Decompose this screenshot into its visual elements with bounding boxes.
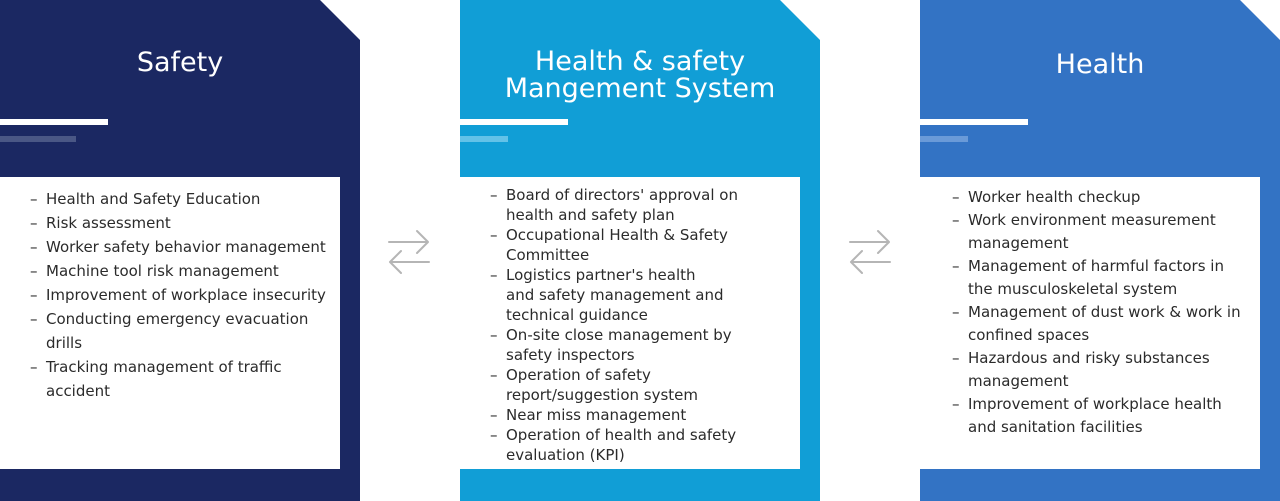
list-item-line: health and safety plan (506, 206, 675, 224)
list-item (952, 255, 1241, 301)
list-item-line: and sanitation facilities (968, 418, 1143, 436)
list-item (490, 225, 738, 265)
list-item (952, 301, 1241, 347)
list-item-line: – Health and Safety Education (46, 190, 261, 208)
list-item (490, 325, 738, 365)
list-item-line: – Tracking management of traffic (46, 358, 282, 376)
list-item-line: – Operation of safety (506, 366, 651, 384)
safety-list-box (0, 177, 340, 469)
health-title: Health (1055, 49, 1145, 80)
list-item (490, 405, 738, 425)
system-accent-bar-faint (460, 136, 508, 142)
bidirectional-arrow-icon (848, 226, 892, 278)
health-accent-bar (920, 119, 1028, 125)
safety-card (0, 0, 360, 501)
list-item (30, 307, 326, 355)
safety-list (30, 187, 326, 403)
list-item (490, 265, 738, 325)
list-item (30, 283, 326, 307)
system-title-line-2: Mangement System (504, 73, 776, 104)
health-card (920, 0, 1280, 501)
list-item-line: management (968, 372, 1069, 390)
system-title-line-1: Health & safety (534, 46, 746, 77)
list-item-line: accident (46, 382, 110, 400)
list-item-line: – Worker safety behavior management (46, 238, 326, 256)
safety-accent-bar-faint (0, 136, 76, 142)
list-item (30, 235, 326, 259)
list-item-line: – Near miss management (506, 406, 687, 424)
list-item (952, 186, 1241, 209)
health-list-box (920, 177, 1260, 469)
bidirectional-arrow-icon (387, 226, 431, 278)
system-list-box (460, 177, 800, 469)
list-item (30, 355, 326, 403)
list-item-line: – Management of harmful factors in (968, 257, 1224, 275)
list-item (30, 259, 326, 283)
health-accent-bar-faint (920, 136, 968, 142)
list-item (490, 425, 738, 465)
list-item-line: management (968, 234, 1069, 252)
health-list (952, 186, 1241, 439)
list-item (30, 187, 326, 211)
list-item-line: – Logistics partner's health (506, 266, 696, 284)
list-item-line: – Conducting emergency evacuation (46, 310, 309, 328)
list-item-line: the musculoskeletal system (968, 280, 1178, 298)
list-item-line: – Hazardous and risky substances (968, 349, 1210, 367)
list-item-line: – Machine tool risk management (46, 262, 279, 280)
system-card (460, 0, 820, 501)
list-item-line: – Board of directors' approval on (506, 186, 738, 204)
system-accent-bar (460, 119, 568, 125)
safety-accent-bar (0, 119, 108, 125)
list-item (952, 347, 1241, 393)
list-item-line: – Risk assessment (46, 214, 171, 232)
list-item-line: – Improvement of workplace insecurity (46, 286, 326, 304)
list-item-line: Committee (506, 246, 590, 264)
safety-title: Safety (136, 47, 224, 78)
list-item-line: – Occupational Health & Safety (506, 226, 728, 244)
list-item (952, 209, 1241, 255)
list-item-line: confined spaces (968, 326, 1090, 344)
list-item-line: technical guidance (506, 306, 648, 324)
list-item-line: – On-site close management by (506, 326, 732, 344)
list-item-line: safety inspectors (506, 346, 635, 364)
list-item (490, 365, 738, 405)
list-item-line: – Management of dust work & work in (968, 303, 1241, 321)
list-item (30, 211, 326, 235)
list-item-line: – Work environment measurement (968, 211, 1216, 229)
list-item-line: and safety management and (506, 286, 724, 304)
system-list (490, 185, 738, 465)
list-item-line: drills (46, 334, 83, 352)
list-item-line: report/suggestion system (506, 386, 699, 404)
list-item-line: evaluation (KPI) (506, 446, 625, 464)
list-item-line: – Worker health checkup (968, 188, 1141, 206)
list-item (952, 393, 1241, 439)
list-item-line: – Operation of health and safety (506, 426, 737, 444)
list-item (490, 185, 738, 225)
list-item-line: – Improvement of workplace health (968, 395, 1222, 413)
system-title (460, 48, 820, 102)
